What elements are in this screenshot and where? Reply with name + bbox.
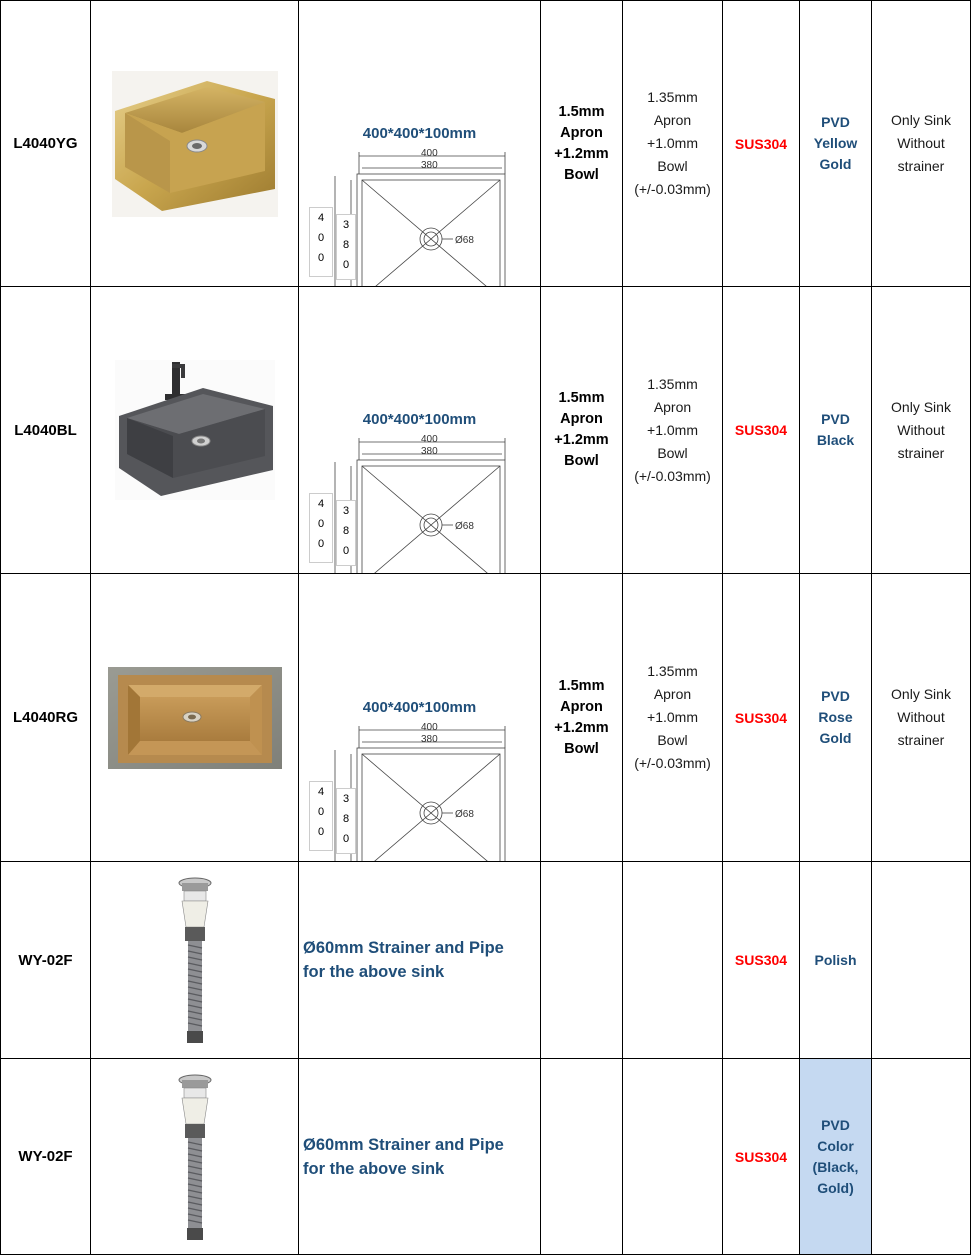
tolerance-cell-empty [623, 1059, 723, 1255]
dim-top-inner: 380 [421, 733, 438, 745]
dim-side-inner: 3 8 0 [336, 788, 356, 854]
dim-top-inner: 380 [421, 159, 438, 171]
model-code: L4040YG [1, 1, 91, 287]
dimension-caption: 400*400*100mm [362, 124, 477, 142]
table-row [1, 1059, 971, 1255]
model-code: WY-02F [1, 862, 91, 1059]
dim-top-outer: 400 [421, 147, 438, 159]
material-cell: SUS304 [723, 574, 800, 862]
dim-drain: Ø68 [455, 234, 474, 246]
tolerance-cell: 1.35mm Apron +1.0mm Bowl (+/-0.03mm) [623, 287, 723, 574]
model-code: L4040BL [1, 287, 91, 574]
dim-drain: Ø68 [455, 808, 474, 820]
thickness-cell: 1.5mm Apron +1.2mm Bowl [541, 574, 623, 862]
dim-side-inner: 3 8 0 [336, 214, 356, 280]
thickness-cell: 1.5mm Apron +1.2mm Bowl [541, 287, 623, 574]
product-photo-cell [91, 1059, 299, 1255]
dim-top-outer: 400 [421, 721, 438, 733]
dim-drain: Ø68 [455, 521, 474, 532]
dimension-drawing-cell [299, 574, 541, 862]
note-cell: Only Sink Without strainer [872, 287, 971, 574]
material-cell: SUS304 [723, 1059, 800, 1255]
material-cell: SUS304 [723, 862, 800, 1059]
note-cell-empty [872, 862, 971, 1059]
product-photo-cell [91, 287, 299, 574]
strainer-and-pipe-image [170, 875, 220, 1045]
note-cell-empty [872, 1059, 971, 1255]
thickness-cell-empty [541, 1059, 623, 1255]
dim-top-inner: 380 [421, 446, 438, 457]
finish-cell: Polish [800, 862, 872, 1059]
finish-cell-highlighted: PVD Color (Black, Gold) [800, 1059, 872, 1255]
dimension-drawing-cell [299, 287, 541, 574]
strainer-and-pipe-image [170, 1072, 220, 1242]
dim-side-inner: 3 8 0 [336, 500, 356, 566]
dim-top-outer: 400 [421, 434, 438, 445]
table-row [1, 862, 971, 1059]
tolerance-cell: 1.35mm Apron +1.0mm Bowl (+/-0.03mm) [623, 1, 723, 287]
finish-cell: PVD Black [800, 287, 872, 574]
tolerance-cell-empty [623, 862, 723, 1059]
material-cell: SUS304 [723, 287, 800, 574]
dimension-caption: 400*400*100mm [362, 698, 477, 716]
product-photo-cell [91, 574, 299, 862]
table-row [1, 574, 971, 862]
dimension-caption: 400*400*100mm [362, 411, 477, 428]
table-row [1, 1, 971, 287]
product-photo-cell [91, 862, 299, 1059]
product-photo-cell [91, 1, 299, 287]
model-code: WY-02F [1, 1059, 91, 1255]
note-cell: Only Sink Without strainer [872, 574, 971, 862]
tolerance-cell: 1.35mm Apron +1.0mm Bowl (+/-0.03mm) [623, 574, 723, 862]
finish-cell: PVD Rose Gold [800, 574, 872, 862]
rose-gold-vessel-sink-image [108, 667, 282, 769]
description-cell: Ø60mm Strainer and Pipe for the above sink [299, 862, 541, 1059]
dimension-drawing-cell [299, 1, 541, 287]
thickness-cell: 1.5mm Apron +1.2mm Bowl [541, 1, 623, 287]
black-vessel-sink-with-faucet-image [115, 360, 275, 500]
finish-cell: PVD Yellow Gold [800, 1, 872, 287]
description-cell: Ø60mm Strainer and Pipe for the above sink [299, 1059, 541, 1255]
dim-side-outer: 4 0 0 [309, 493, 333, 563]
note-cell: Only Sink Without strainer [872, 1, 971, 287]
dim-side-outer: 4 0 0 [309, 207, 333, 277]
table-row [1, 287, 971, 574]
thickness-cell-empty [541, 862, 623, 1059]
dim-side-outer: 4 0 0 [309, 781, 333, 851]
material-cell: SUS304 [723, 1, 800, 287]
gold-vessel-sink-image [112, 71, 278, 217]
model-code: L4040RG [1, 574, 91, 862]
